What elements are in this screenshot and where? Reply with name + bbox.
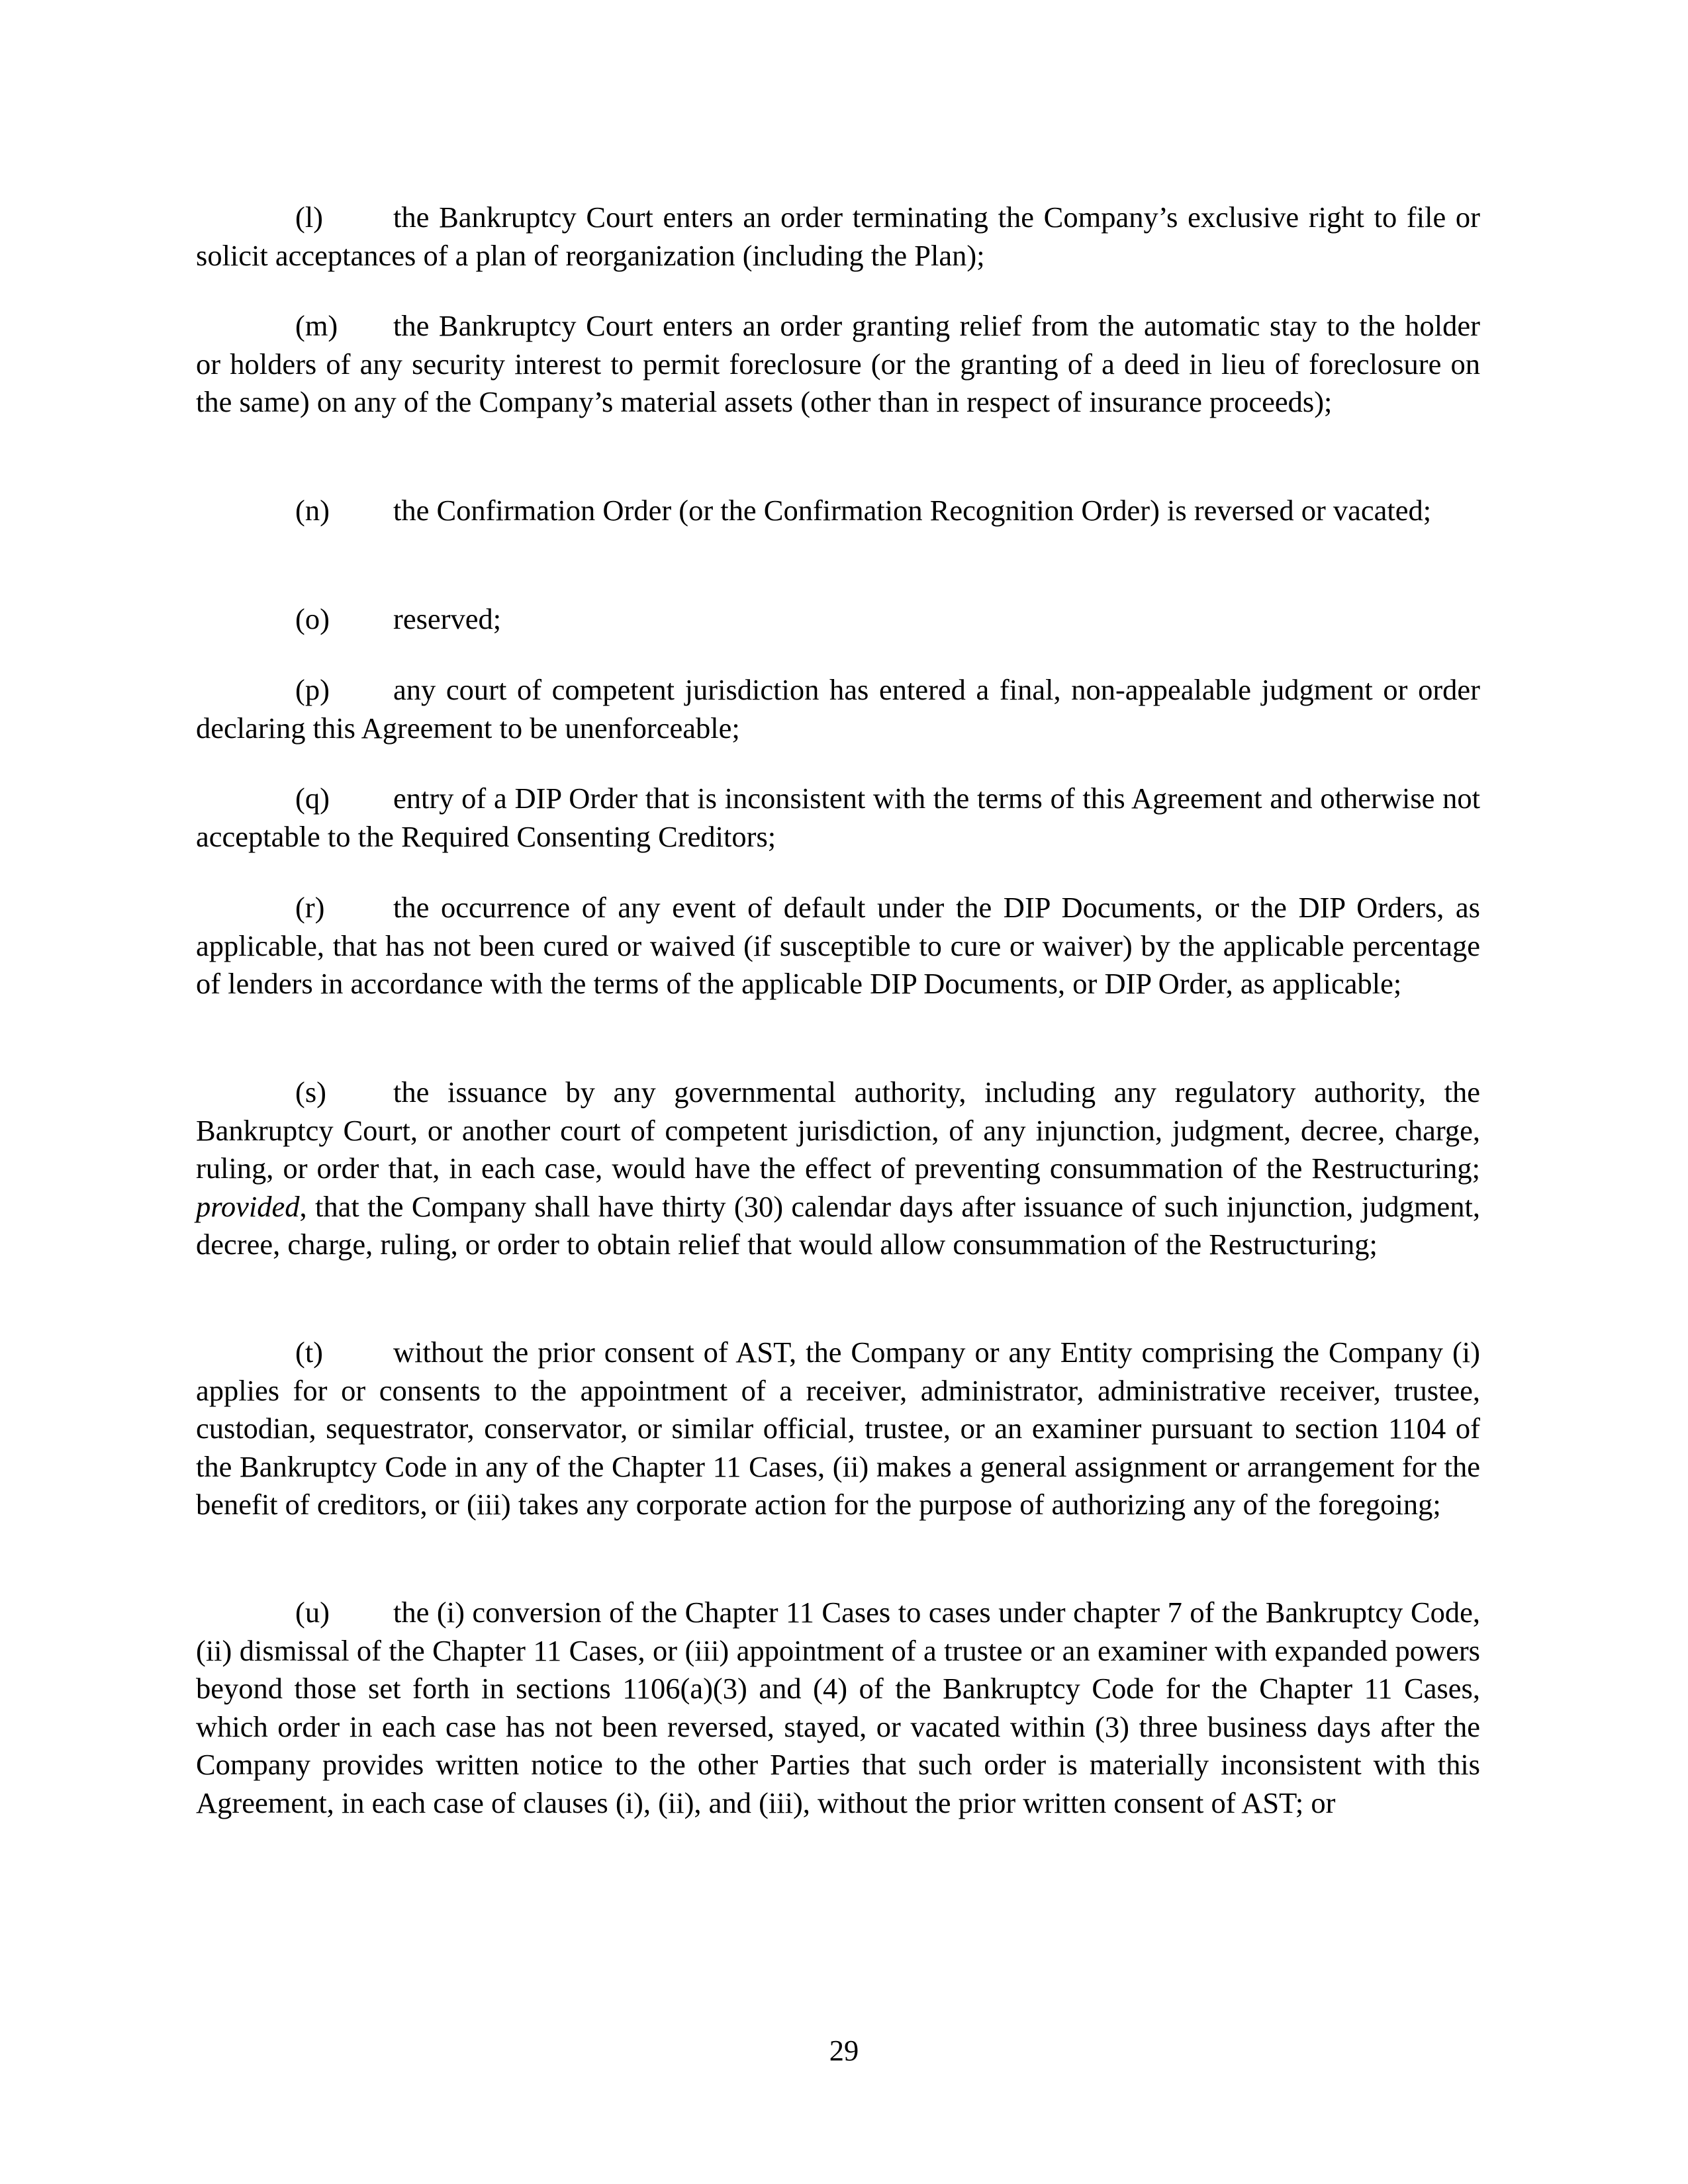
clause-text: the (i) conversion of the Chapter 11 Cases to cases under chapter 7 of the Bankruptcy Code, (ii) dismissal of the Chapter 11 Cases, or (iii) appointment of a trustee or an examiner with expanded powers beyond those set forth in sections 1106(a)(3) and (4) of the Bankruptcy Code for the Chapter 11 Cases, which order in each case has not been reversed, stayed, or vacated within (3) three business days after the Company provides written notice to the other Parties that such order is materially inconsistent with this Agreement, in each case of clauses (i), (ii), and (iii), without the prior written consent of AST; or xyxy=(196,1596,1480,1819)
clause-number: (s) xyxy=(295,1075,326,1109)
clause-text-italic: provided xyxy=(196,1189,300,1223)
clause-number: (l) xyxy=(295,201,324,234)
clause-text: the occurrence of any event of default under the DIP Documents, or the DIP Orders, as applicable, that has not been cured or waived (if susceptible to cure or waiver) by the applicable percentage of lenders in accordance with the terms of the applicable DIP Documents, or DIP Order, as applicable; xyxy=(196,891,1480,1000)
clause-text: any court of competent jurisdiction has entered a final, non-appealable judgment or order declaring this Agreement to be unenforceable; xyxy=(196,673,1480,745)
clause-text: the Confirmation Order (or the Confirmation Recognition Order) is reversed or vacated; xyxy=(393,494,1432,527)
clause-number: (u) xyxy=(295,1596,330,1629)
clause-o xyxy=(196,600,1480,639)
clause-text: entry of a DIP Order that is inconsistent with the terms of this Agreement and otherwise not acceptable to the Required Consenting Creditors; xyxy=(196,782,1480,853)
clause-number: (r) xyxy=(295,891,325,924)
clause-text: the Bankruptcy Court enters an order granting relief from the automatic stay to the holder or holders of any security interest to permit foreclosure (or the granting of a deed in lieu of foreclosure on the same) on any of the Company’s material assets (other than in respect of insurance proceeds); xyxy=(196,309,1480,418)
clause-n xyxy=(196,492,1480,530)
clause-text: reserved; xyxy=(393,602,502,635)
clause-number: (t) xyxy=(295,1336,324,1369)
clause-number: (q) xyxy=(295,782,330,815)
clause-text: the Bankruptcy Court enters an order terminating the Company’s exclusive right to file or solicit acceptances of a plan of reorganization (including the Plan); xyxy=(196,201,1480,272)
clause-text: without the prior consent of AST, the Company or any Entity comprising the Company (i) applies for or consents to the appointment of a receiver, administrator, administrative receiver, trustee, custodian, sequestrator, conservator, or similar official, trustee, or an examiner pursuant to section 1104 of the Bankruptcy Code in any of the Chapter 11 Cases, (ii) makes a general assignment or arrangement for the benefit of creditors, or (iii) takes any corporate action for the purpose of authorizing any of the foregoing; xyxy=(196,1336,1480,1521)
clause-u xyxy=(196,1594,1480,1822)
clause-number: (m) xyxy=(295,309,338,342)
clause-text-after: , that the Company shall have thirty (30) calendar days after issuance of such injunction, judgment, decree, charge, ruling, or order to obtain relief that would allow consummation of the Restructuring; xyxy=(196,1189,1480,1261)
clause-s xyxy=(196,1073,1480,1264)
clause-q xyxy=(196,780,1480,856)
clause-number: (p) xyxy=(295,673,330,706)
clause-t xyxy=(196,1334,1480,1524)
clause-r xyxy=(196,889,1480,1003)
clause-number: (o) xyxy=(295,602,330,635)
clause-text-before: the issuance by any governmental authority, including any regulatory authority, the Bankruptcy Court, or another court of competent jurisdiction, of any injunction, judgment, decree, charge, ruling, or order that, in each case, would have the effect of preventing consummation of the Restructuring; xyxy=(196,1075,1480,1185)
page-number: 29 xyxy=(829,2034,859,2067)
clause-p xyxy=(196,671,1480,747)
clause-l xyxy=(196,199,1480,275)
clause-number: (n) xyxy=(295,494,330,527)
clause-m xyxy=(196,307,1480,422)
